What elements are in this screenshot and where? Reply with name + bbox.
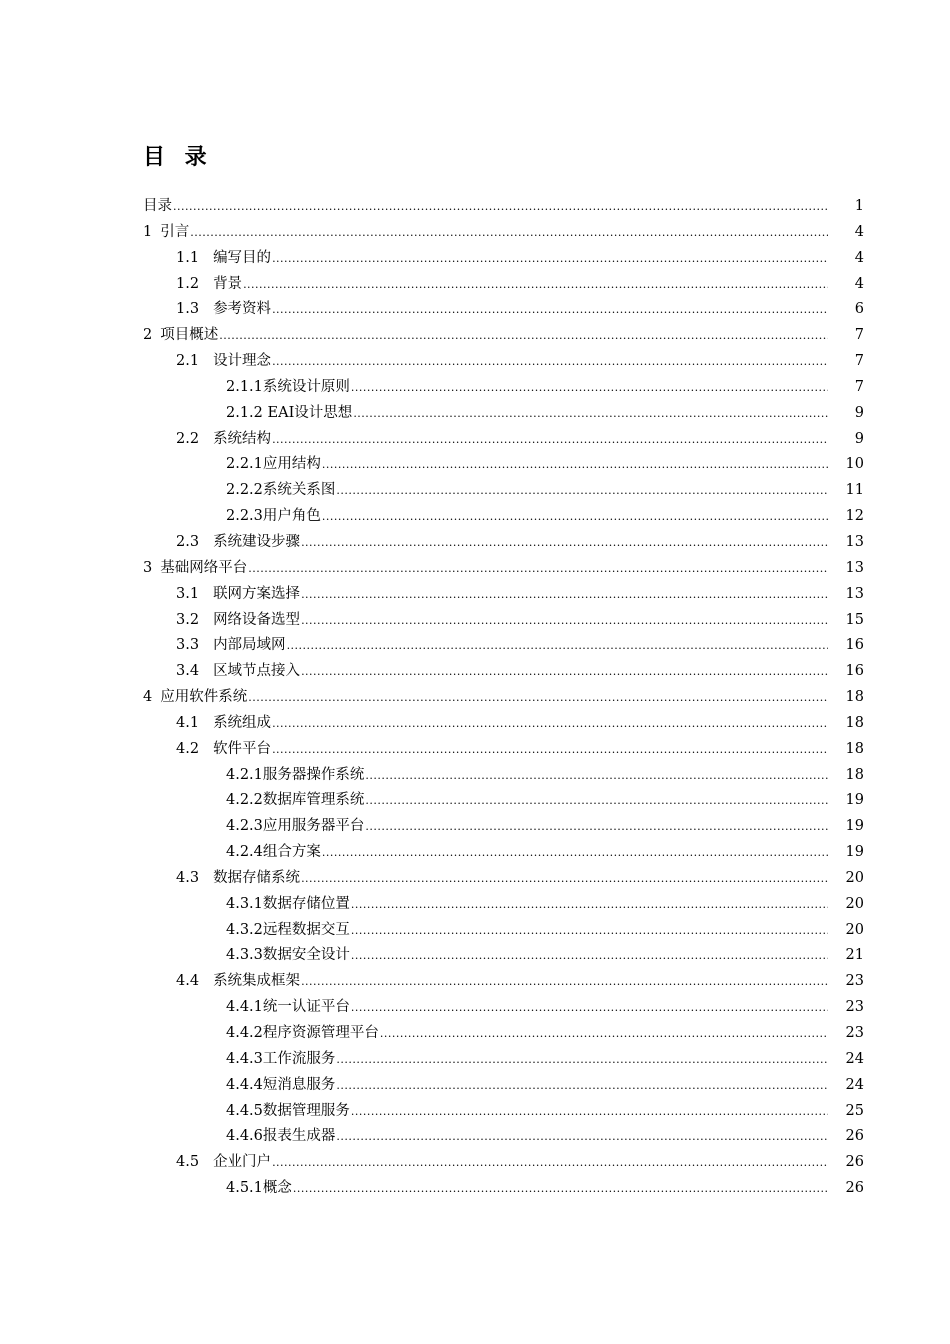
toc-entry-number: 2.2.3: [226, 508, 263, 525]
toc-dot-leader: [272, 246, 828, 272]
toc-entry-page-number: 26: [845, 1180, 864, 1197]
toc-entry-heading: [226, 763, 828, 789]
toc-dot-leader: [272, 711, 828, 737]
toc-entry-heading: [226, 892, 828, 918]
toc-entry[interactable]: [0, 582, 950, 608]
toc-entry-heading: [226, 401, 828, 427]
toc-entry-heading: [143, 194, 828, 220]
toc-entry-number: 2.2: [176, 430, 200, 447]
toc-entry-page-number: 20: [845, 869, 864, 886]
toc-entry-heading: [226, 504, 828, 530]
toc-dot-leader: [301, 582, 828, 608]
toc-entry[interactable]: [0, 918, 950, 944]
toc-entry-number: 4.4.1: [226, 999, 263, 1016]
toc-entry-label: 应用软件系统: [160, 689, 248, 706]
toc-entry[interactable]: [0, 1124, 950, 1150]
toc-dot-leader: [336, 1047, 828, 1073]
toc-entry-heading: [176, 659, 828, 685]
toc-entry-page-number: 4: [854, 249, 864, 266]
toc-entry-heading: [176, 582, 828, 608]
toc-entry-page-number: 19: [845, 792, 864, 809]
toc-entry-page-number: 23: [845, 973, 864, 990]
toc-entry-heading: [226, 1021, 828, 1047]
toc-entry-number: 4.2.1: [226, 766, 263, 783]
toc-entry-heading: [176, 633, 828, 659]
toc-entry-number: 4.2.2: [226, 792, 263, 809]
toc-entry[interactable]: [0, 323, 950, 349]
toc-entry-label: 数据管理服务: [262, 1102, 350, 1119]
toc-dot-leader: [351, 995, 828, 1021]
toc-entry[interactable]: [0, 763, 950, 789]
toc-entry[interactable]: [0, 220, 950, 246]
toc-entry-page-number: 15: [845, 611, 864, 628]
toc-entry[interactable]: [0, 1176, 950, 1202]
toc-entry[interactable]: [0, 892, 950, 918]
toc-entry-number: 2.2.1: [226, 456, 263, 473]
toc-entry-heading: [226, 840, 828, 866]
toc-entry-label: 短消息服务: [262, 1076, 336, 1093]
toc-entry-number: 4.3.3: [226, 947, 263, 964]
toc-entry-number: 4.5: [176, 1154, 200, 1171]
toc-dot-leader: [380, 1021, 828, 1047]
toc-entry-number: 4.3.2: [226, 921, 263, 938]
toc-entry[interactable]: [0, 530, 950, 556]
toc-entry-label: 工作流服务: [262, 1050, 336, 1067]
toc-entry-page-number: 23: [845, 999, 864, 1016]
toc-dot-leader: [243, 272, 828, 298]
toc-entry[interactable]: [0, 349, 950, 375]
toc-entry[interactable]: [0, 272, 950, 298]
toc-entry-number: 3.4: [176, 663, 200, 680]
toc-entry[interactable]: [0, 737, 950, 763]
toc-entry-number: 4.5.1: [226, 1180, 263, 1197]
toc-dot-leader: [173, 194, 828, 220]
toc-entry-label: 统一认证平台: [262, 999, 350, 1016]
toc-entry-page-number: 9: [854, 430, 864, 447]
toc-entry[interactable]: [0, 685, 950, 711]
toc-entry-heading: [143, 220, 828, 246]
toc-entry-label: 报表生成器: [262, 1128, 336, 1145]
toc-entry-label: 企业门户: [213, 1154, 272, 1171]
toc-entry-number: 2.1: [176, 353, 200, 370]
toc-dot-leader: [301, 608, 828, 634]
toc-entry-label: 软件平台: [213, 740, 272, 757]
toc-entry-heading: [226, 918, 828, 944]
toc-dot-leader: [301, 530, 828, 556]
toc-entry-heading: [176, 272, 828, 298]
toc-entry[interactable]: [0, 556, 950, 582]
toc-entry-page-number: 9: [854, 404, 864, 421]
toc-dot-leader: [336, 478, 828, 504]
toc-entry[interactable]: [0, 840, 950, 866]
toc-entry-label: EAI设计思想: [267, 404, 353, 421]
toc-dot-leader: [272, 427, 828, 453]
toc-entry-page-number: 12: [845, 508, 864, 525]
toc-entry[interactable]: [0, 452, 950, 478]
toc-entry-label: 引言: [160, 223, 190, 240]
toc-entry-page-number: 25: [845, 1102, 864, 1119]
toc-entry-label: 项目概述: [160, 327, 219, 344]
toc-dot-leader: [293, 1176, 828, 1202]
toc-entry-page-number: 23: [845, 1025, 864, 1041]
toc-dot-leader: [190, 220, 828, 246]
toc-title: 目 录: [143, 144, 213, 170]
toc-entry-label: 应用服务器平台: [262, 818, 365, 835]
toc-dot-leader: [365, 814, 828, 840]
toc-entry-heading: [226, 995, 828, 1021]
toc-entry-label: 系统结构: [213, 430, 272, 447]
toc-entry-heading: [226, 478, 828, 504]
toc-entry-page-number: 19: [845, 844, 864, 861]
toc-entry-page-number: 18: [845, 766, 864, 783]
toc-entry-label: 数据安全设计: [262, 947, 350, 964]
toc-entry[interactable]: [0, 995, 950, 1021]
toc-entry-number: 2.1.1: [226, 378, 263, 395]
toc-entry-heading: [226, 943, 828, 969]
toc-dot-leader: [365, 763, 828, 789]
toc-entry[interactable]: [0, 969, 950, 995]
toc-entry[interactable]: [0, 659, 950, 685]
toc-list: [0, 194, 950, 1202]
toc-entry-number: 4.3: [176, 869, 200, 886]
toc-entry-label: 系统设计原则: [262, 378, 350, 395]
toc-entry-heading: [176, 737, 828, 763]
toc-dot-leader: [322, 840, 828, 866]
toc-dot-leader: [351, 943, 828, 969]
toc-entry-number: 4.4.3: [226, 1050, 263, 1067]
toc-entry-page-number: 11: [845, 482, 864, 499]
toc-entry-heading: [226, 1073, 828, 1099]
toc-entry[interactable]: [0, 297, 950, 323]
toc-entry[interactable]: [0, 608, 950, 634]
toc-dot-leader: [336, 1124, 828, 1150]
toc-entry-page-number: 26: [845, 1128, 864, 1145]
toc-entry-heading: [176, 608, 828, 634]
toc-entry-heading: [226, 375, 828, 401]
toc-entry-number: 2.3: [176, 533, 200, 550]
toc-entry-label: 基础网络平台: [160, 559, 248, 576]
toc-entry-number: 4.4.6: [226, 1128, 263, 1145]
toc-entry-heading: [176, 246, 828, 272]
toc-entry[interactable]: [0, 1021, 950, 1047]
toc-entry-page-number: 24: [845, 1076, 864, 1093]
toc-entry-page-number: 20: [845, 895, 864, 912]
toc-entry-number: 4.4.2: [226, 1025, 263, 1041]
toc-dot-leader: [272, 349, 828, 375]
toc-entry-page-number: 21: [845, 947, 864, 964]
toc-entry-label: 背景: [213, 275, 243, 292]
toc-entry-heading: [176, 297, 828, 323]
toc-entry-number: 4: [143, 689, 153, 706]
toc-entry-heading: [143, 556, 828, 582]
toc-entry-heading: [226, 788, 828, 814]
toc-entry[interactable]: [0, 1073, 950, 1099]
toc-entry-label: 系统组成: [213, 714, 272, 731]
toc-entry-page-number: 13: [845, 559, 864, 576]
toc-entry-number: 2.2.2: [226, 482, 263, 499]
toc-entry-page-number: 10: [845, 456, 864, 473]
toc-entry-label: 联网方案选择: [213, 585, 301, 602]
toc-entry[interactable]: [0, 1099, 950, 1125]
toc-entry-page-number: 6: [854, 301, 864, 318]
toc-entry-heading: [176, 530, 828, 556]
toc-dot-leader: [351, 375, 828, 401]
toc-entry[interactable]: [0, 504, 950, 530]
toc-entry-page-number: 1: [854, 198, 864, 214]
toc-entry-label: 应用结构: [262, 456, 321, 473]
toc-entry-number: 4.2.3: [226, 818, 263, 835]
toc-entry-page-number: 20: [845, 921, 864, 938]
toc-entry-label: 设计理念: [213, 353, 272, 370]
toc-entry[interactable]: [0, 1150, 950, 1176]
toc-entry-heading: [176, 969, 828, 995]
toc-entry[interactable]: [0, 246, 950, 272]
toc-entry-label: 系统集成框架: [213, 973, 301, 990]
toc-dot-leader: [272, 1150, 828, 1176]
toc-entry[interactable]: [0, 814, 950, 840]
toc-entry-heading: [176, 866, 828, 892]
toc-entry-number: 4.4.5: [226, 1102, 263, 1119]
toc-entry-page-number: 7: [854, 378, 864, 395]
toc-entry-heading: [176, 711, 828, 737]
toc-entry-label: 网络设备选型: [213, 611, 301, 628]
toc-entry[interactable]: [0, 711, 950, 737]
toc-entry-heading: [226, 452, 828, 478]
toc-entry-label: 内部局域网: [213, 637, 286, 654]
toc-entry-label: 概念: [262, 1180, 292, 1197]
toc-entry-heading: [226, 1047, 828, 1073]
toc-entry-number: 2: [143, 327, 153, 344]
toc-entry-heading: [176, 1150, 828, 1176]
toc-entry-label: 区域节点接入: [213, 663, 301, 680]
toc-entry-heading: [143, 685, 828, 711]
toc-entry-label: 系统关系图: [262, 482, 336, 499]
toc-entry-number: 1.2: [176, 275, 200, 292]
toc-entry-page-number: 7: [854, 327, 864, 344]
toc-dot-leader: [322, 452, 828, 478]
toc-entry-label: 系统建设步骤: [213, 533, 301, 550]
toc-entry-page-number: 13: [845, 585, 864, 602]
toc-entry[interactable]: [0, 427, 950, 453]
toc-entry-label: 编写目的: [213, 249, 272, 266]
toc-entry-label: 数据存储位置: [262, 895, 350, 912]
toc-dot-leader: [272, 297, 828, 323]
toc-entry-page-number: 24: [845, 1050, 864, 1067]
toc-dot-leader: [353, 401, 828, 427]
toc-entry[interactable]: [0, 401, 950, 427]
toc-entry-number: 4.4.4: [226, 1076, 263, 1093]
toc-dot-leader: [365, 788, 828, 814]
toc-entry[interactable]: [0, 633, 950, 659]
toc-entry-page-number: 13: [845, 533, 864, 550]
toc-entry-number: 4.2: [176, 740, 200, 757]
toc-entry-number: 4.1: [176, 714, 200, 731]
toc-dot-leader: [351, 918, 828, 944]
toc-entry-page-number: 4: [854, 275, 864, 292]
toc-entry-number: 3.2: [176, 611, 200, 628]
toc-entry-number: 2.1.2: [226, 404, 268, 421]
toc-entry-label: 程序资源管理平台: [262, 1025, 379, 1041]
toc-entry-page-number: 18: [845, 689, 864, 706]
toc-dot-leader: [248, 685, 828, 711]
toc-entry-number: 1: [143, 223, 153, 240]
toc-entry[interactable]: [0, 478, 950, 504]
toc-entry-page-number: 18: [845, 714, 864, 731]
toc-dot-leader: [248, 556, 828, 582]
toc-entry[interactable]: [0, 866, 950, 892]
toc-entry-number: 4.2.4: [226, 844, 263, 861]
toc-entry-number: 3.1: [176, 585, 200, 602]
toc-entry-page-number: 26: [845, 1154, 864, 1171]
toc-entry-label: 目录: [143, 198, 172, 214]
toc-dot-leader: [301, 969, 828, 995]
toc-entry[interactable]: [0, 788, 950, 814]
toc-entry-label: 数据库管理系统: [262, 792, 365, 809]
toc-dot-leader: [351, 1099, 828, 1125]
toc-dot-leader: [219, 323, 828, 349]
toc-entry-heading: [226, 814, 828, 840]
toc-entry-heading: [226, 1176, 828, 1202]
toc-entry-heading: [226, 1124, 828, 1150]
toc-entry[interactable]: [0, 1047, 950, 1073]
toc-entry-label: 服务器操作系统: [262, 766, 365, 783]
toc-entry-number: 1.1: [176, 249, 200, 266]
toc-dot-leader: [272, 737, 828, 763]
toc-entry-label: 参考资料: [213, 301, 272, 318]
toc-entry-label: 数据存储系统: [213, 869, 301, 886]
toc-entry-heading: [143, 323, 828, 349]
toc-entry-heading: [176, 427, 828, 453]
toc-entry-number: 3.3: [176, 637, 200, 654]
toc-entry-page-number: 7: [854, 353, 864, 370]
toc-entry-heading: [176, 349, 828, 375]
toc-dot-leader: [287, 633, 828, 659]
toc-dot-leader: [351, 892, 828, 918]
toc-entry-label: 用户角色: [262, 508, 321, 525]
toc-entry-page-number: 18: [845, 740, 864, 757]
toc-entry-page-number: 16: [845, 637, 864, 654]
toc-dot-leader: [336, 1073, 828, 1099]
toc-entry[interactable]: [0, 943, 950, 969]
toc-entry-page-number: 19: [845, 818, 864, 835]
toc-entry-page-number: 16: [845, 663, 864, 680]
toc-entry-label: 组合方案: [262, 844, 321, 861]
toc-dot-leader: [301, 659, 828, 685]
toc-entry-number: 4.4: [176, 973, 200, 990]
toc-entry-number: 4.3.1: [226, 895, 263, 912]
toc-entry[interactable]: [0, 194, 950, 220]
toc-entry-heading: [226, 1099, 828, 1125]
toc-dot-leader: [322, 504, 828, 530]
toc-entry-number: 1.3: [176, 301, 200, 318]
toc-entry-number: 3: [143, 559, 153, 576]
toc-entry[interactable]: [0, 375, 950, 401]
toc-entry-page-number: 4: [854, 223, 864, 240]
toc-entry-label: 远程数据交互: [262, 921, 350, 938]
toc-dot-leader: [301, 866, 828, 892]
